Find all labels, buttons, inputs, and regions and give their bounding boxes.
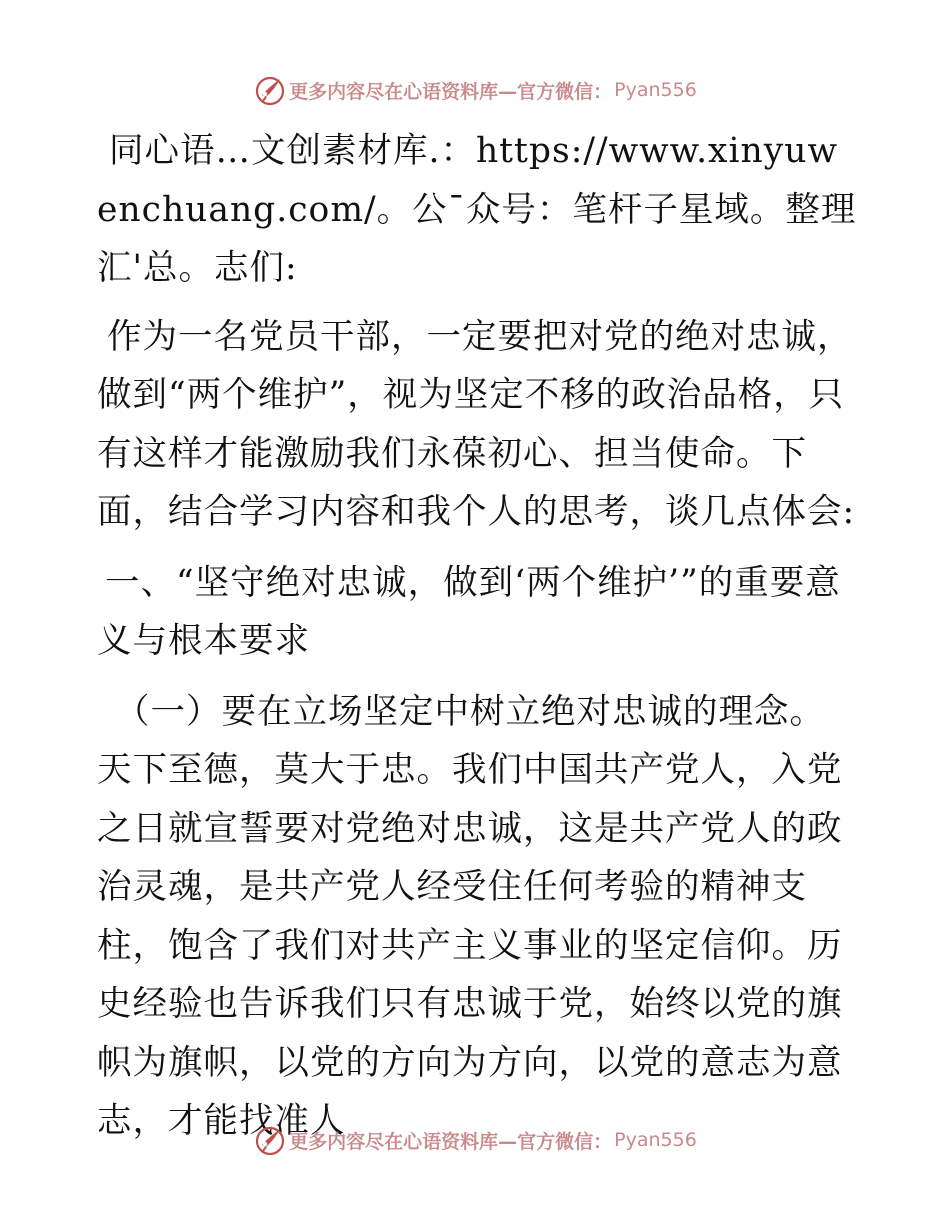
header-banner xyxy=(0,70,950,110)
paragraph-body: （一）要在立场坚定中树立绝对忠诚的理念。天下至德，莫大于忠。我们中国共产党人，入党之日就宣誓要对党绝对忠诚，这是共产党人的政治灵魂，是共产党人经受住任何考验的精神支柱，饱含了我们对共产主义事业的坚定信仰。历史经验也告诉我们只有忠诚于党，始终以党的旗帜为旗帜，以党的方向为方向，以党的意志为意志，才能找准人 xyxy=(97,691,843,1141)
banner-wechat-id: Pyan556 xyxy=(614,1129,697,1151)
banner-promo-text: 更多内容尽在心语资料库—官方微信： xyxy=(289,1130,613,1153)
document-body xyxy=(97,122,857,1163)
quill-circle-logo-icon xyxy=(253,73,287,107)
banner-wechat-id: Pyan556 xyxy=(614,79,697,101)
quill-circle-logo-icon xyxy=(253,1123,287,1157)
footer-banner xyxy=(0,1120,950,1160)
banner-promo-text: 更多内容尽在心语资料库—官方微信： xyxy=(289,80,613,103)
paragraph-lead: 作为一名党员干部，一定要把对党的绝对忠诚，做到“两个维护”，视为坚定不移的政治品格，只有这样才能激励我们永葆初心、担当使命。下面，结合学习内容和我个人的思考，谈几点体会: xyxy=(97,316,856,532)
paragraph-intro: 同心语…文创素材库.：https://www.xinyuwenchuang.com/。公¯众号：笔杆子星域。整理汇'总。志们: xyxy=(97,131,857,288)
section-heading: 一、“坚守绝对忠诚，做到‘两个维护’”的重要意义与根本要求 xyxy=(97,562,841,661)
